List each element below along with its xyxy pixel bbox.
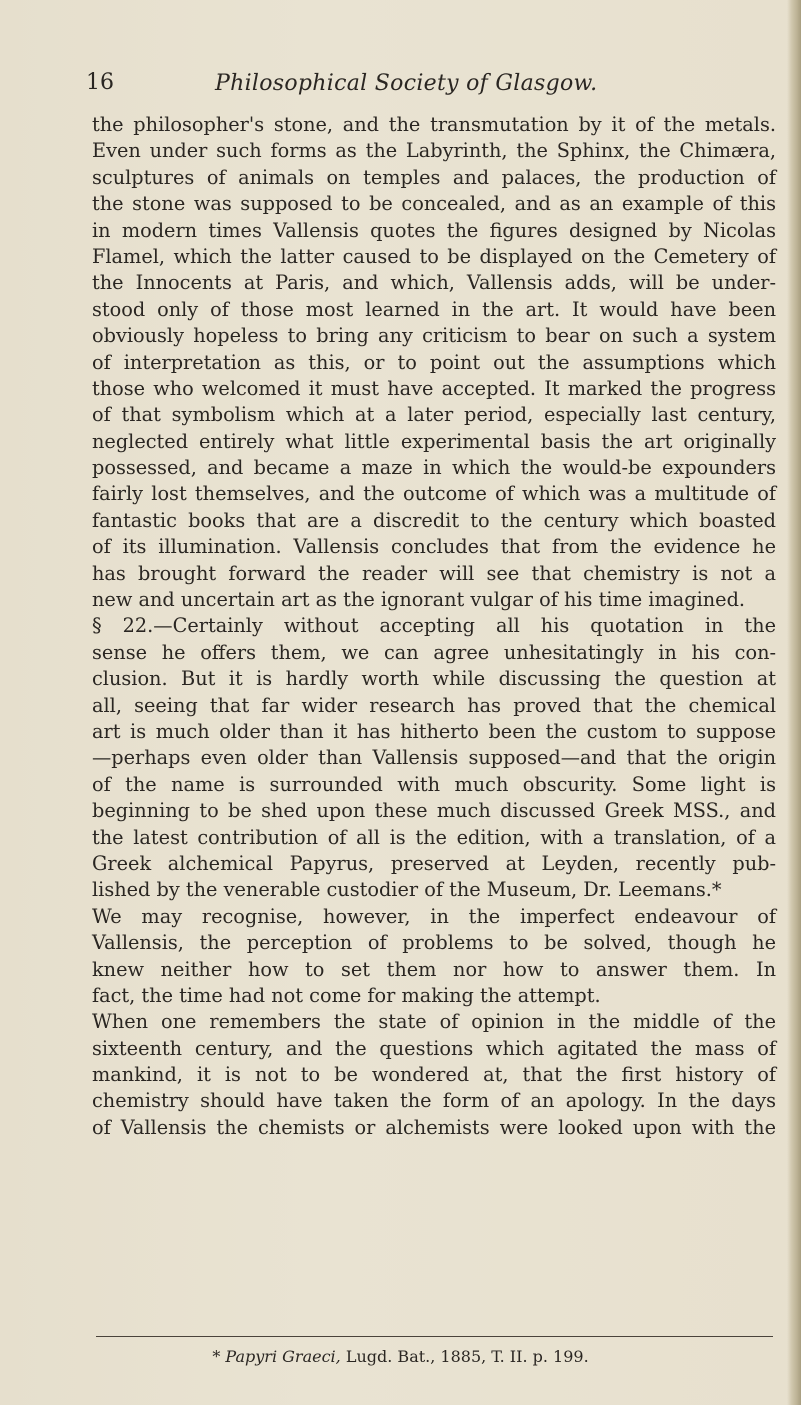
text-line: § 22.—Certainly without accepting all his quotation in the	[92, 614, 776, 638]
footnote-citation: Lugd. Bat., 1885, T. II. p. 199.	[345, 1347, 589, 1366]
text-line: the latest contribution of all is the edition, with a translation, of a	[92, 825, 776, 849]
text-line: —perhaps even older than Vallensis supposed—and that the origin	[92, 746, 776, 770]
text-line: beginning to be shed upon these much discussed Greek MSS., and	[92, 799, 776, 823]
text-line: all, seeing that far wider research has proved that the chemical	[92, 693, 776, 717]
text-line: sculptures of animals on temples and palaces, the production of	[92, 165, 776, 189]
text-line: Flamel, which the latter caused to be displayed on the Cemetery of	[92, 244, 776, 268]
text-line: knew neither how to set them nor how to answer them. In	[92, 957, 776, 981]
text-line: new and uncertain art as the ignorant vulgar of his time imagined.	[92, 588, 746, 612]
text-line: of its illumination. Vallensis concludes that from the evidence he	[92, 535, 776, 559]
body-text	[92, 112, 776, 1141]
page-number: 16	[86, 70, 114, 95]
text-line: the philosopher's stone, and the transmutation by it of the metals.	[92, 113, 776, 136]
text-line: stood only of those most learned in the art. It would have been	[92, 297, 776, 321]
footnote-marker: *	[212, 1347, 221, 1366]
page-edge-shadow	[787, 0, 801, 1405]
text-line: in modern times Vallensis quotes the figures designed by Nicolas	[92, 218, 776, 242]
text-line: of interpretation as this, or to point out the assumptions which	[92, 350, 776, 374]
text-line: Greek alchemical Papyrus, preserved at Leyden, recently pub-	[92, 851, 776, 875]
running-title: Philosophical Society of Glasgow.	[215, 71, 598, 96]
text-line: We may recognise, however, in the imperfect endeavour of	[92, 904, 776, 928]
text-line: clusion. But it is hardly worth while discussing the question at	[92, 667, 776, 691]
text-line: neglected entirely what little experimental basis the art originally	[92, 429, 776, 453]
text-line: lished by the venerable custodier of the Museum, Dr. Leemans.*	[92, 878, 722, 902]
text-line: fantastic books that are a discredit to the century which boasted	[92, 508, 776, 532]
text-line: the stone was supposed to be concealed, and as an example of this	[92, 192, 776, 216]
text-line: mankind, it is not to be wondered at, that the first history of	[92, 1063, 776, 1087]
footnote	[0, 1347, 801, 1366]
text-line: has brought forward the reader will see that chemistry is not a	[92, 561, 776, 585]
page-header	[0, 70, 801, 110]
text-line: of that symbolism which at a later period, especially last century,	[92, 403, 776, 427]
text-line: possessed, and became a maze in which the would-be expounders	[92, 456, 776, 480]
text-line: Even under such forms as the Labyrinth, the Sphinx, the Chimæra,	[92, 139, 776, 163]
text-line: those who welcomed it must have accepted. It marked the progress	[92, 376, 776, 400]
text-line: sense he offers them, we can agree unhesitatingly in his con-	[92, 640, 776, 664]
footnote-title: Papyri Graeci,	[225, 1347, 341, 1366]
text-line: chemistry should have taken the form of an apology. In the days	[92, 1089, 776, 1113]
text-line: sixteenth century, and the questions which agitated the mass of	[92, 1036, 776, 1060]
text-line: fact, the time had not come for making the attempt.	[92, 983, 601, 1007]
footnote-divider	[96, 1336, 773, 1337]
text-line: the Innocents at Paris, and which, Vallensis adds, will be under-	[92, 271, 776, 295]
text-line: of the name is surrounded with much obscurity. Some light is	[92, 772, 776, 796]
text-line: Vallensis, the perception of problems to be solved, though he	[92, 931, 776, 955]
text-line: obviously hopeless to bring any criticism to bear on such a system	[92, 324, 776, 348]
text-line: art is much older than it has hitherto been the custom to suppose	[92, 719, 776, 743]
text-line: When one remembers the state of opinion in the middle of the	[92, 1010, 776, 1034]
text-line: of Vallensis the chemists or alchemists were looked upon with the	[92, 1115, 776, 1139]
text-line: fairly lost themselves, and the outcome of which was a multitude of	[92, 482, 776, 506]
